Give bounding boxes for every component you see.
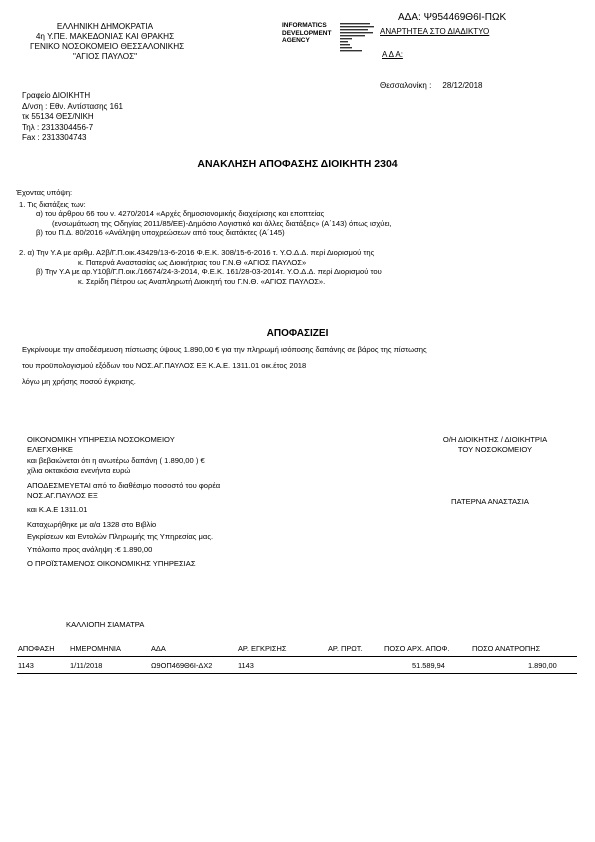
item-1b: β) του Π.Δ. 80/2016 «Ανάληψη υποχρεώσεων από τους διατάκτες (Α΄145)	[36, 228, 285, 238]
finance-signer: ΚΑΛΛΙΟΠΗ ΣΙΑΜΑΤΡΑ	[66, 620, 145, 629]
date-value: 28/12/2018	[442, 81, 483, 90]
item-2a-line-1: 2. α) Την Υ.Α με αριθμ. Α2β/Γ.Π.οικ.43429/13-6-2016 Φ.Ε.Κ. 308/15-6-2016 τ. Υ.Ο.Δ.Δ. περί Διορισμού της	[19, 247, 375, 257]
office-line-3: τκ 55134 ΘΕΣ/ΝΙΚΗ	[22, 112, 94, 121]
cell-original-amount: 51.589,94	[412, 661, 445, 670]
director-block	[410, 435, 580, 456]
finance-body: ΝΟΣ.ΑΓ.ΠΑΥΛΟΣ ΕΞ	[27, 491, 98, 501]
col-header-approval: ΑΡ. ΕΓΚΡΙΣΗΣ	[238, 644, 287, 653]
ada-label	[382, 50, 403, 59]
decision-line-3: λόγω μη χρήσης ποσού έγκρισης.	[22, 377, 136, 386]
item-1a-line-2: (ενσωμάτωση της Οδηγίας 2011/85/ΕΕ)-Δημόσιο Λογιστικό και άλλες διατάξεις» (Α΄143) όπως ισχύει,	[52, 218, 392, 228]
item-1: 1. Τις διατάξεις των:	[19, 199, 86, 209]
org-line-4: "ΑΓΙΟΣ ΠΑΥΛΟΣ"	[72, 52, 138, 61]
cell-reversal-amount: 1.890,00	[528, 661, 557, 670]
date-label: Θεσσαλονίκη :	[380, 81, 432, 90]
finance-words: χίλια οκτακόσια ενενήντα ευρώ	[27, 466, 131, 476]
finance-kae: και Κ.Α.Ε 1311.01	[27, 505, 88, 515]
org-line-1: ΕΛΛΗΝΙΚΗ ΔΗΜΟΚΡΑΤΙΑ	[56, 22, 154, 31]
considerations	[16, 188, 392, 286]
col-header-protocol: ΑΡ. ΠΡΩΤ.	[328, 644, 363, 653]
col-header-ada: ΑΔΑ	[151, 644, 166, 653]
office-line-5: Fax : 2313304743	[22, 133, 87, 142]
office-line-1: Γραφείο ΔΙΟΙΚΗΤΗ	[22, 91, 91, 100]
ada-top: ΑΔΑ: Ψ954469Θ6Ι-ΠΩΚ	[398, 12, 507, 23]
info-dev-line-3: AGENCY	[282, 37, 310, 44]
finance-block	[27, 435, 220, 569]
cell-decision: 1143	[18, 661, 34, 670]
decides-heading: ΑΠΟΦΑΣΙΖΕΙ	[266, 328, 329, 339]
finance-service: ΟΙΚΟΝΟΜΙΚΗ ΥΠΗΡΕΣΙΑ ΝΟΣΟΚΟΜΕΙΟΥ	[27, 435, 175, 444]
cell-date: 1/11/2018	[70, 661, 103, 670]
finance-approvals: Εγκρίσεων και Εντολών Πληρωμής της Υπηρεσίας μας.	[27, 532, 214, 542]
info-dev-line-1: INFORMATICS	[282, 22, 327, 29]
ada-label-text: Α Δ Α:	[382, 50, 403, 59]
director-title-2: ΤΟΥ ΝΟΣΟΚΟΜΕΙΟΥ	[457, 445, 533, 455]
item-2a-line-2: κ. Πατερνά Αναστασίας ως Διοικήτριας του Γ.Ν.Θ «ΑΓΙΟΣ ΠΑΥΛΟΣ»	[78, 257, 307, 267]
office-block	[22, 91, 123, 144]
finance-checked: ΕΛΕΓΧΘΗΚΕ	[27, 445, 73, 455]
org-line-2: 4η Υ.ΠΕ. ΜΑΚΕΔΟΝΙΑΣ ΚΑΙ ΘΡΑΚΗΣ	[35, 32, 175, 41]
office-line-2: Δ/νση : Εθν. Αντίστασης 161	[22, 101, 123, 111]
date-line	[380, 81, 482, 90]
cell-ada: Ω9ΟΠ469Θ6Ι-ΔΧ2	[151, 661, 213, 670]
finance-certify: και βεβαιώνεται ότι η ανωτέρω δαπάνη ( 1.890,00 ) €	[27, 455, 205, 465]
col-header-decision: ΑΠΟΦΑΣΗ	[18, 644, 55, 653]
item-2b-line-1: β) Την Υ.Α με αρ.Υ10β/Γ.Π.οικ./16674/24-3-2014, Φ.Ε.Κ. 161/28-03-2014τ. Υ.Ο.Δ.Δ. περί Διορισμού του	[36, 267, 382, 277]
item-2b-line-2: κ. Σερίδη Πέτρου ως Αναπληρωτή Διοικητή του Γ.Ν.Θ. «ΑΓΙΟΣ ΠΑΥΛΟΣ».	[78, 276, 326, 286]
having-seen: Έχοντας υπόψη:	[16, 188, 73, 197]
finance-remaining: Υπόλοιπο προς ανάληψη :€ 1.890,00	[27, 544, 153, 554]
director-title-1: Ο/Η ΔΙΟΙΚΗΤΗΣ / ΔΙΟΙΚΗΤΡΙΑ	[442, 435, 548, 444]
director-name: ΠΑΤΕΡΝΑ ΑΝΑΣΤΑΣΙΑ	[451, 497, 529, 506]
col-header-date: ΗΜΕΡΟΜΗΝΙΑ	[70, 644, 121, 653]
item-1a-line-1: α) του άρθρου 66 του ν. 4270/2014 «Αρχές δημοσιονομικής διαχείρισης και εποπτείας	[36, 209, 325, 219]
finance-head: Ο ΠΡΟΪΣΤΑΜΕΝΟΣ ΟΙΚΟΝΟΜΙΚΗΣ ΥΠΗΡΕΣΙΑΣ	[27, 559, 196, 569]
col-header-original-amount: ΠΟΣΟ ΑΡΧ. ΑΠΟΦ.	[384, 644, 450, 653]
table-header-divider	[17, 656, 577, 657]
decision-line-2: του προϋπολογισμού εξόδων του ΝΟΣ.ΑΓ.ΠΑΥΛΟΣ ΕΞ Κ.Α.Ε. 1311.01 οικ.έτος 2018	[22, 361, 307, 370]
col-header-reversal-amount: ΠΟΣΟ ΑΝΑΤΡΟΠΗΣ	[472, 644, 541, 653]
finance-registered: Καταχωρήθηκε με α/α 1328 στο Βιβλίο	[27, 519, 157, 529]
finance-released: ΑΠΟΔΕΣΜΕΥΕΤΑΙ από το διαθέσιμο ποσοστό του φορέα	[27, 480, 221, 490]
posting-note-text: ΑΝΑΡΤΗΤΕΑ ΣΤΟ ΔΙΑΔΙΚΤΥΟ	[380, 27, 490, 36]
office-line-4: Τηλ : 2313304456-7	[22, 122, 94, 132]
org-line-3: ΓΕΝΙΚΟ ΝΟΣΟΚΟΜΕΙΟ ΘΕΣΣΑΛΟΝΙΚΗΣ	[30, 42, 185, 51]
cell-approval: 1143	[238, 661, 254, 670]
posting-note	[380, 27, 489, 36]
info-dev-logo	[282, 22, 331, 45]
decision-line-1: Εγκρίνουμε την αποδέσμευση πίστωσης ύψους 1.890,00 € για την πληρωμή ισόποσης δαπάνης σε βάρος της πίστωσης	[22, 345, 427, 354]
info-dev-line-2: DEVELOPMENT	[282, 29, 332, 37]
logo-fine-print	[340, 22, 378, 56]
document-title: ΑΝΑΚΛΗΣΗ ΑΠΟΦΑΣΗΣ ΔΙΟΙΚΗΤΗ 2304	[197, 158, 398, 170]
organization-header	[30, 22, 185, 62]
table-row-divider	[17, 673, 577, 674]
